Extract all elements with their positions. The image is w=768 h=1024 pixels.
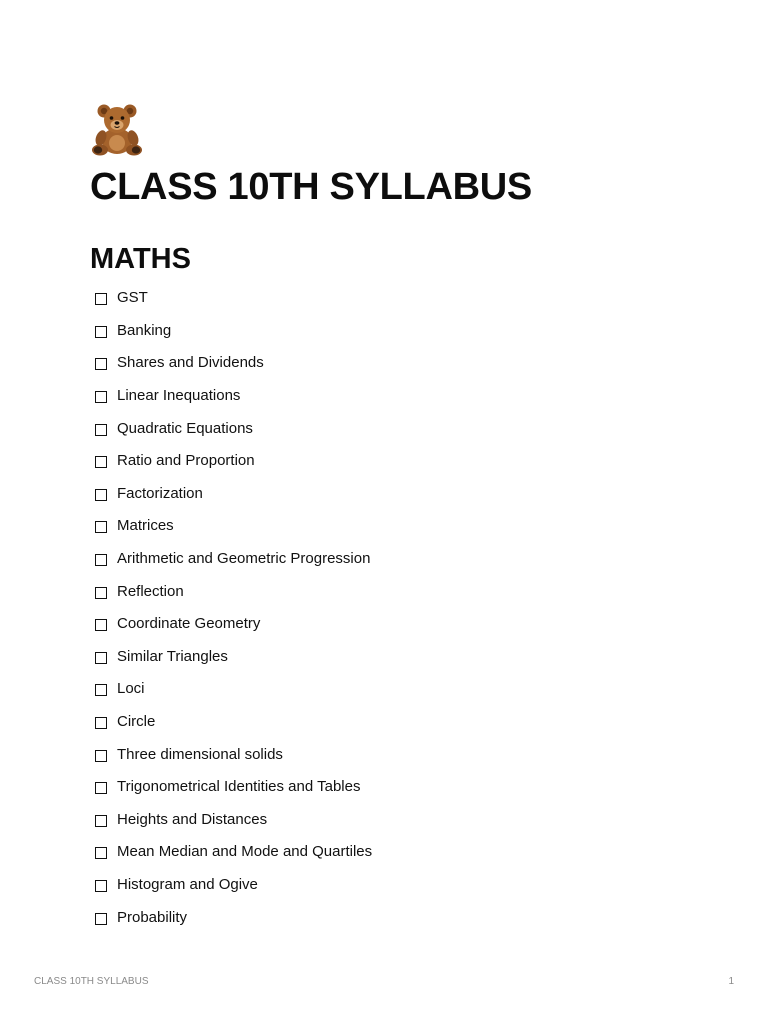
checklist-item[interactable] bbox=[90, 315, 372, 348]
checklist-item-label: Banking bbox=[117, 321, 172, 339]
checkbox[interactable] bbox=[95, 619, 107, 631]
checklist-item-label: Histogram and Ogive bbox=[117, 875, 258, 893]
page-number: 1 bbox=[728, 976, 734, 987]
checklist-item-label: Ratio and Proportion bbox=[117, 452, 255, 470]
checkbox[interactable] bbox=[95, 815, 107, 827]
checkbox[interactable] bbox=[95, 554, 107, 566]
checklist-item[interactable] bbox=[90, 771, 372, 804]
checklist-item[interactable] bbox=[90, 738, 372, 771]
checkbox[interactable] bbox=[95, 684, 107, 696]
checklist-item-label: Probability bbox=[117, 908, 188, 926]
checkbox[interactable] bbox=[95, 521, 107, 533]
checklist-item[interactable] bbox=[90, 641, 372, 674]
checklist-item-label: Trigonometrical Identities and Tables bbox=[117, 778, 361, 796]
checklist-item[interactable] bbox=[90, 380, 372, 413]
checkbox[interactable] bbox=[95, 391, 107, 403]
checklist-item[interactable] bbox=[90, 804, 372, 837]
maths-checklist bbox=[90, 282, 372, 934]
checklist-item[interactable] bbox=[90, 478, 372, 511]
checklist-item[interactable] bbox=[90, 412, 372, 445]
checklist-item-label: Quadratic Equations bbox=[117, 419, 253, 437]
checklist-item-label: Arithmetic and Geometric Progression bbox=[117, 550, 371, 568]
section-heading-maths: MATHS bbox=[90, 243, 191, 275]
checklist-item-label: Shares and Dividends bbox=[117, 354, 264, 372]
checklist-item[interactable] bbox=[90, 901, 372, 934]
checklist-item-label: Loci bbox=[117, 680, 145, 698]
checkbox[interactable] bbox=[95, 358, 107, 370]
checkbox[interactable] bbox=[95, 652, 107, 664]
checkbox[interactable] bbox=[95, 717, 107, 729]
page-title: CLASS 10TH SYLLABUS bbox=[90, 166, 532, 208]
checklist-item-label: Linear Inequations bbox=[117, 387, 241, 405]
checklist-item[interactable] bbox=[90, 673, 372, 706]
checkbox[interactable] bbox=[95, 847, 107, 859]
checklist-item[interactable] bbox=[90, 575, 372, 608]
checklist-item-label: Reflection bbox=[117, 582, 184, 600]
checkbox[interactable] bbox=[95, 750, 107, 762]
checklist-item-label: Heights and Distances bbox=[117, 810, 268, 828]
teddy-bear-icon bbox=[90, 102, 144, 156]
footer-title: CLASS 10TH SYLLABUS bbox=[34, 976, 149, 987]
checkbox[interactable] bbox=[95, 326, 107, 338]
checklist-item[interactable] bbox=[90, 282, 372, 315]
checklist-item[interactable] bbox=[90, 510, 372, 543]
checkbox[interactable] bbox=[95, 913, 107, 925]
checklist-item-label: GST bbox=[117, 289, 148, 307]
checklist-item[interactable] bbox=[90, 836, 372, 869]
checklist-item-label: Factorization bbox=[117, 484, 203, 502]
checklist-item[interactable] bbox=[90, 347, 372, 380]
checklist-item-label: Circle bbox=[117, 713, 156, 731]
checkbox[interactable] bbox=[95, 293, 107, 305]
checkbox[interactable] bbox=[95, 880, 107, 892]
checkbox[interactable] bbox=[95, 587, 107, 599]
checkbox[interactable] bbox=[95, 456, 107, 468]
checklist-item-label: Similar Triangles bbox=[117, 647, 228, 665]
checkbox[interactable] bbox=[95, 424, 107, 436]
checklist-item[interactable] bbox=[90, 445, 372, 478]
checklist-item-label: Three dimensional solids bbox=[117, 745, 283, 763]
checklist-item[interactable] bbox=[90, 543, 372, 576]
checklist-item-label: Matrices bbox=[117, 517, 174, 535]
checkbox[interactable] bbox=[95, 782, 107, 794]
checklist-item[interactable] bbox=[90, 869, 372, 902]
checkbox[interactable] bbox=[95, 489, 107, 501]
checklist-item-label: Coordinate Geometry bbox=[117, 615, 261, 633]
checklist-item[interactable] bbox=[90, 706, 372, 739]
checklist-item-label: Mean Median and Mode and Quartiles bbox=[117, 843, 373, 861]
checklist-item[interactable] bbox=[90, 608, 372, 641]
